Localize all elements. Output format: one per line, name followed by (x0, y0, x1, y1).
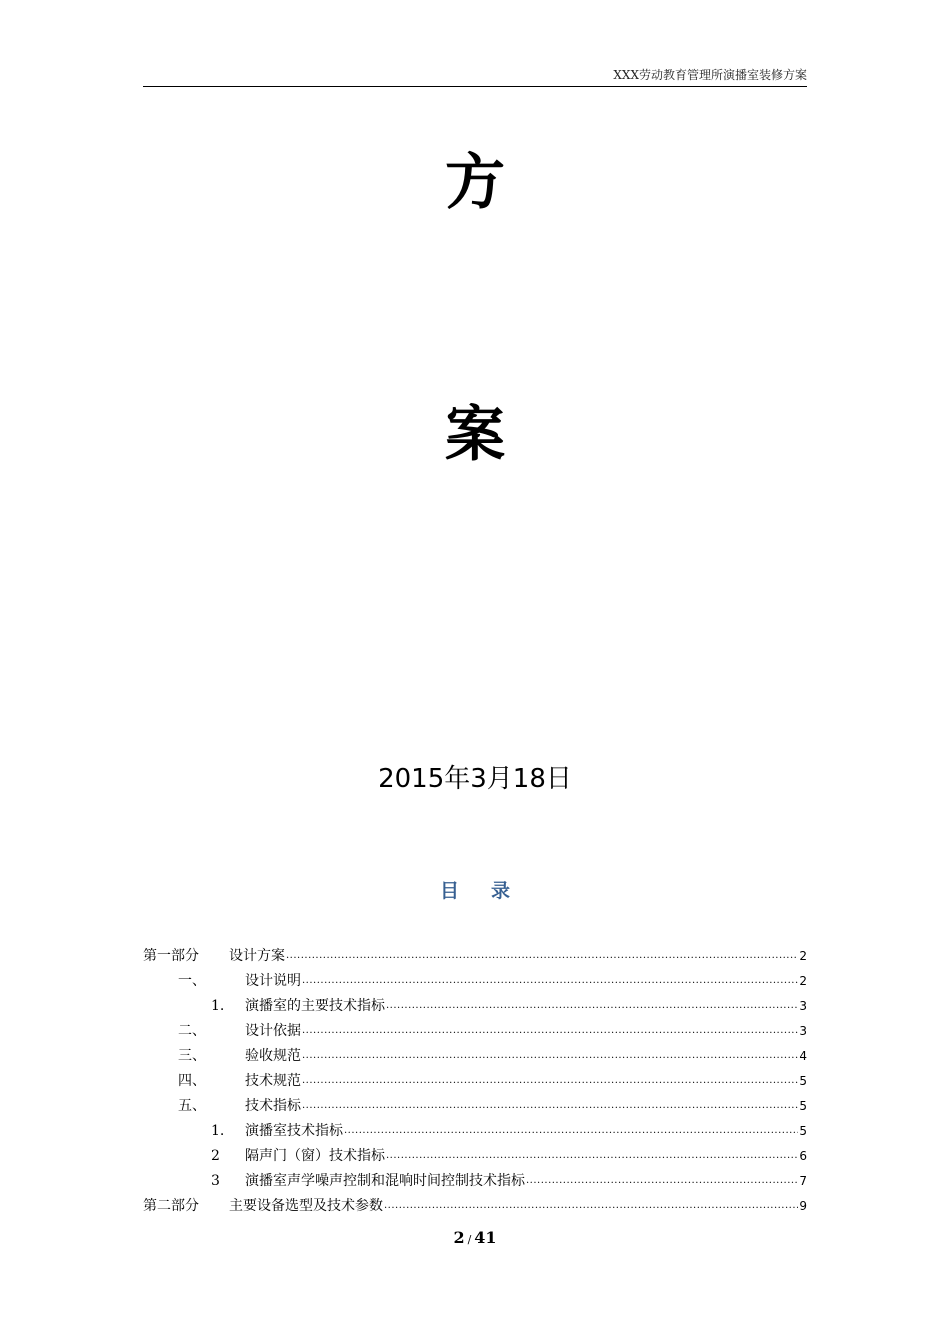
toc-entry-text: 验收规范 (245, 1048, 301, 1064)
toc-entry-text: 隔声门（窗）技术指标 (245, 1148, 385, 1164)
page-separator: / (467, 1233, 472, 1246)
toc-dot-leader (384, 1195, 798, 1217)
toc-entry-subsection-5-2[interactable] (143, 1145, 807, 1170)
toc-entry-subsection-5-3[interactable] (143, 1170, 807, 1195)
toc-dot-leader (386, 995, 798, 1017)
toc-dot-leader (302, 1070, 798, 1092)
toc-entry-page: 5 (799, 1074, 807, 1088)
cover-title-char-2: 案 (445, 400, 505, 470)
toc-entry-subsection-5-1[interactable] (143, 1120, 807, 1145)
toc-title: 目录 (439, 880, 542, 902)
toc-entry-part-1[interactable] (143, 945, 807, 970)
total-pages: 41 (474, 1228, 497, 1247)
toc-entry-text: 主要设备选型及技术参数 (229, 1198, 383, 1214)
toc-entry-page: 2 (799, 974, 807, 988)
toc-entry-text: 演播室声学噪声控制和混响时间控制技术指标 (245, 1173, 525, 1189)
toc-entry-page: 7 (799, 1174, 807, 1188)
toc-entry-page: 3 (799, 999, 807, 1013)
toc-entry-text: 设计方案 (229, 948, 285, 964)
toc-dot-leader (302, 1020, 798, 1042)
toc-entry-number: 第二部分 (143, 1198, 199, 1214)
toc-dot-leader (302, 1045, 798, 1067)
toc-entry-section-4[interactable] (143, 1070, 807, 1095)
table-of-contents (143, 945, 807, 1220)
toc-entry-section-5[interactable] (143, 1095, 807, 1120)
toc-entry-text: 技术指标 (245, 1098, 301, 1114)
toc-entry-page: 5 (799, 1124, 807, 1138)
toc-dot-leader (302, 970, 798, 992)
toc-entry-part-2[interactable] (143, 1195, 807, 1220)
toc-entry-subsection-1-1[interactable] (143, 995, 807, 1020)
toc-entry-page: 6 (799, 1149, 807, 1163)
toc-entry-page: 3 (799, 1024, 807, 1038)
toc-entry-number: 二、 (178, 1023, 206, 1039)
toc-entry-text: 设计说明 (245, 973, 301, 989)
toc-entry-page: 5 (799, 1099, 807, 1113)
current-page-number: 2 (453, 1228, 465, 1247)
toc-entry-page: 2 (799, 949, 807, 963)
cover-date: 2015年3月18日 (378, 764, 572, 794)
toc-entry-number: 四、 (178, 1073, 206, 1089)
toc-entry-number: 五、 (178, 1098, 206, 1114)
toc-entry-number: 一、 (178, 973, 206, 989)
toc-entry-text: 演播室的主要技术指标 (245, 998, 385, 1014)
toc-entry-page: 4 (799, 1049, 807, 1063)
toc-entry-number: 2 (211, 1148, 220, 1164)
toc-entry-number: 1. (211, 1123, 225, 1139)
toc-entry-number: 1. (211, 998, 225, 1014)
toc-entry-section-2[interactable] (143, 1020, 807, 1045)
cover-title-char-1: 方 (445, 148, 505, 218)
toc-entry-text: 演播室技术指标 (245, 1123, 343, 1139)
toc-entry-page: 9 (799, 1199, 807, 1213)
toc-entry-text: 技术规范 (245, 1073, 301, 1089)
toc-entry-number: 第一部分 (143, 948, 199, 964)
page-header: XXX劳动教育管理所演播室装修方案 (613, 68, 807, 82)
toc-entry-section-1[interactable] (143, 970, 807, 995)
toc-entry-section-3[interactable] (143, 1045, 807, 1070)
toc-dot-leader (286, 945, 798, 967)
toc-dot-leader (386, 1145, 798, 1167)
toc-entry-number: 3 (211, 1173, 220, 1189)
toc-dot-leader (302, 1095, 798, 1117)
page-number-footer (0, 1228, 950, 1250)
header-rule (143, 86, 807, 87)
toc-entry-text: 设计依据 (245, 1023, 301, 1039)
toc-dot-leader (526, 1170, 798, 1192)
toc-dot-leader (344, 1120, 798, 1142)
toc-entry-number: 三、 (178, 1048, 206, 1064)
